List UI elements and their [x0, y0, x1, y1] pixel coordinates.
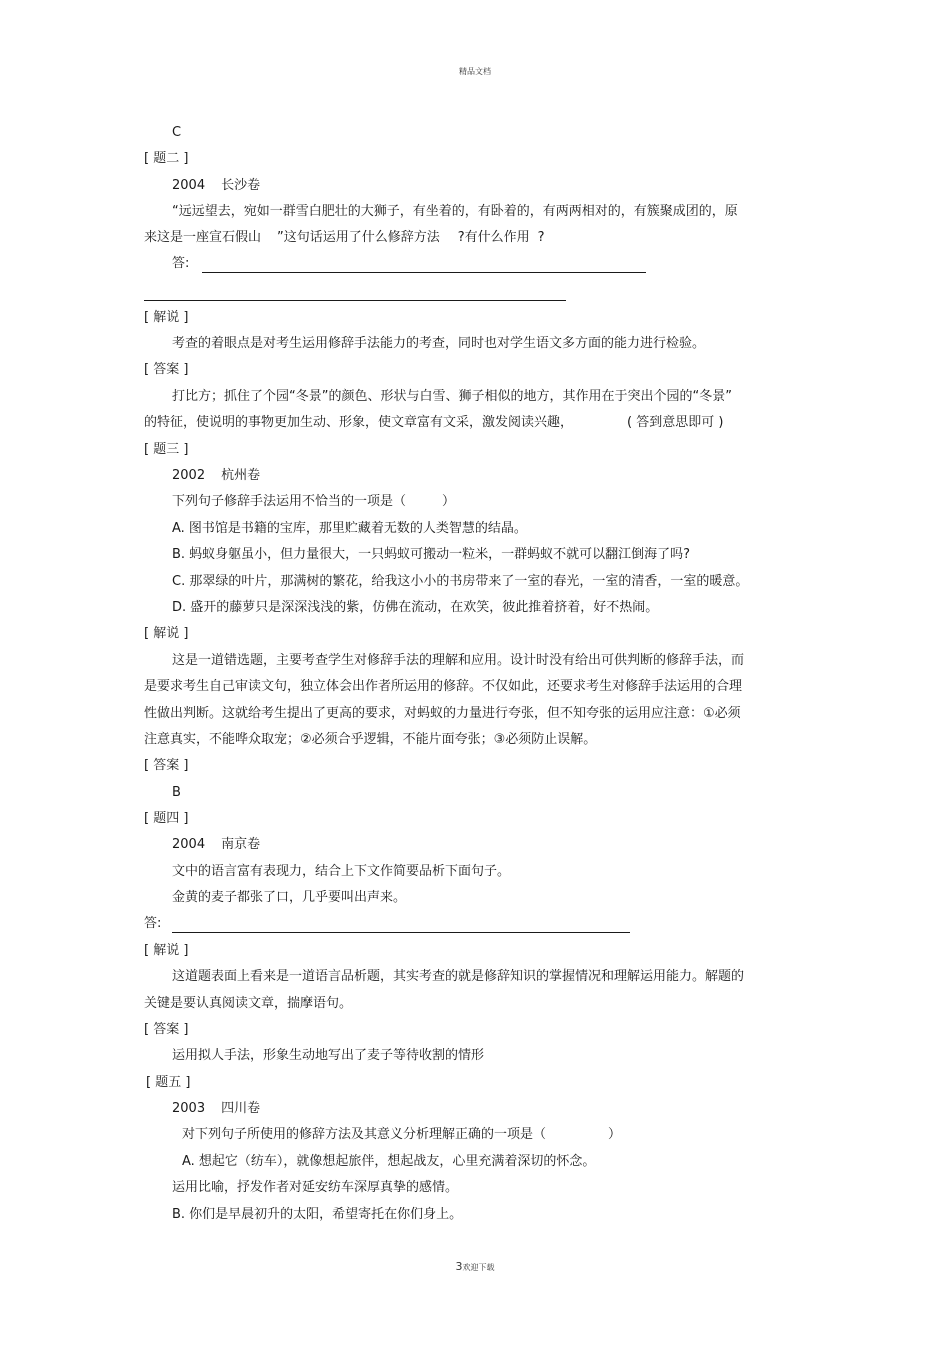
answer-text: 的特征，使说明的事物更加生动、形象，使文章富有文采，激发阅读兴趣， [144, 415, 574, 430]
question-4-explanation-label: [ 解说 ] [144, 943, 189, 958]
question-5-option-b: B. 你们是早晨初升的太阳，希望寄托在你们身上。 [172, 1207, 463, 1222]
question-3-text [172, 494, 455, 510]
question-5-source [172, 1101, 260, 1117]
question-3-explanation-2: 是要求考生自己审读文句，独立体会出作者所运用的修辞。不仅如此，还要求考生对修辞手法运用的合理 [144, 679, 743, 694]
question-paren-close: ） [608, 1127, 622, 1142]
page-footer [0, 1260, 950, 1273]
question-2-text-line-2 [144, 230, 545, 246]
question-4-label: [ 题四 ] [144, 811, 189, 826]
source-year: 2002 [172, 468, 206, 483]
question-5-text [182, 1127, 621, 1143]
source-year: 2004 [172, 178, 206, 193]
page-header: 精品文档 [459, 67, 491, 76]
question-4-explanation-2: 关键是要认真阅读文章，揣摩语句。 [144, 996, 353, 1011]
question-4-text-1: 文中的语言富有表现力，结合上下文作简要品析下面句子。 [172, 864, 511, 879]
question-4-answer-label: [ 答案 ] [144, 1022, 189, 1037]
answer-blank-line[interactable] [144, 300, 566, 301]
question-paren-close: ） [442, 494, 456, 509]
question-2-label: [ 题二 ] [144, 151, 189, 166]
answer-line: C [172, 125, 182, 140]
question-2-explanation-label: [ 解说 ] [144, 310, 189, 325]
question-2-explanation-text: 考查的着眼点是对考生运用修辞手法能力的考查，同时也对学生语文多方面的能力进行检验。 [172, 336, 706, 351]
question-2-answer-text-2 [144, 415, 723, 431]
question-3-explanation-1: 这是一道错选题，主要考查学生对修辞手法的理解和应用。设计时没有给出可供判断的修辞手法，而 [172, 653, 745, 668]
source-year: 2004 [172, 837, 206, 852]
question-5-option-a: A. 想起它（纺车），就像想起旅伴，想起战友，心里充满着深切的怀念。 [182, 1154, 596, 1169]
question-5-option-a-note: 运用比喻，抒发作者对延安纺车深厚真挚的感情。 [172, 1180, 459, 1195]
question-4-text-2: 金黄的麦子都张了口，几乎要叫出声来。 [172, 890, 407, 905]
option-c: C. 那翠绿的叶片，那满树的繁花，给我这小小的书房带来了一室的春光，一室的清香，一室的暖意。 [172, 574, 749, 589]
page-number: 3 [455, 1260, 463, 1273]
question-3-explanation-4: 注意真实，不能哗众取宠；②必须合乎逻辑，不能片面夸张；③必须防止误解。 [144, 732, 597, 747]
answer-blank-line[interactable] [172, 932, 630, 933]
question-text: ”这句话运用了什么修辞方法 [277, 230, 440, 245]
question-4-explanation-1: 这道题表面上看来是一道语言品析题，其实考查的就是修辞知识的掌握情况和理解运用能力。解题的 [172, 969, 745, 984]
question-2-text-line-1: “远远望去，宛如一群雪白肥壮的大狮子，有坐着的，有卧着的，有两两相对的，有簇聚成团的，原 [172, 204, 738, 219]
question-3-source [172, 468, 260, 484]
question-4-answer: 运用拟人手法，形象生动地写出了麦子等待收割的情形 [172, 1048, 485, 1063]
question-text: ? [537, 230, 545, 245]
question-text: 来这是一座宣石假山 [144, 230, 262, 245]
question-2-answer-text-1: 打比方；抓住了个园“冬景”的颜色、形状与白雪、狮子相似的地方，其作用在于突出个园的“冬景” [172, 389, 732, 404]
source-name: 南京卷 [221, 837, 261, 852]
footer-text: 欢迎下载 [462, 1263, 495, 1272]
option-d: D. 盛开的藤萝只是深深浅浅的紫，仿佛在流动，在欢笑，彼此推着挤着，好不热闹。 [172, 600, 659, 615]
source-year: 2003 [172, 1101, 206, 1116]
source-name: 长沙卷 [221, 178, 261, 193]
option-b: B. 蚂蚁身躯虽小，但力量很大，一只蚂蚁可搬动一粒米，一群蚂蚁不就可以翻江倒海了吗? [172, 547, 691, 562]
question-text: 对下列句子所使用的修辞方法及其意义分析理解正确的一项是（ [182, 1127, 547, 1142]
question-text: ?有什么作用 [457, 230, 530, 245]
question-5-label: [ 题五 ] [146, 1075, 191, 1090]
question-3-explanation-3: 性做出判断。这就给考生提出了更高的要求，对蚂蚁的力量进行夸张，但不知夸张的运用应注意：①必须 [144, 706, 741, 721]
question-4-answer-prefix: 答: [144, 916, 162, 931]
question-2-answer-prefix: 答: [172, 256, 190, 271]
option-a: A. 图书馆是书籍的宝库，那里贮藏着无数的人类智慧的结晶。 [172, 521, 527, 536]
source-name: 四川卷 [221, 1101, 261, 1116]
question-3-answer: B [172, 785, 181, 800]
source-name: 杭州卷 [221, 468, 261, 483]
question-2-answer-label: [ 答案 ] [144, 362, 189, 377]
question-3-answer-label: [ 答案 ] [144, 758, 189, 773]
question-text: 下列句子修辞手法运用不恰当的一项是（ [172, 494, 407, 509]
question-4-source [172, 837, 260, 853]
question-2-source [172, 178, 260, 194]
answer-note: ( 答到意思即可 ) [627, 415, 724, 430]
question-3-explanation-label: [ 解说 ] [144, 626, 189, 641]
question-3-label: [ 题三 ] [144, 442, 189, 457]
answer-blank-line[interactable] [202, 272, 646, 273]
